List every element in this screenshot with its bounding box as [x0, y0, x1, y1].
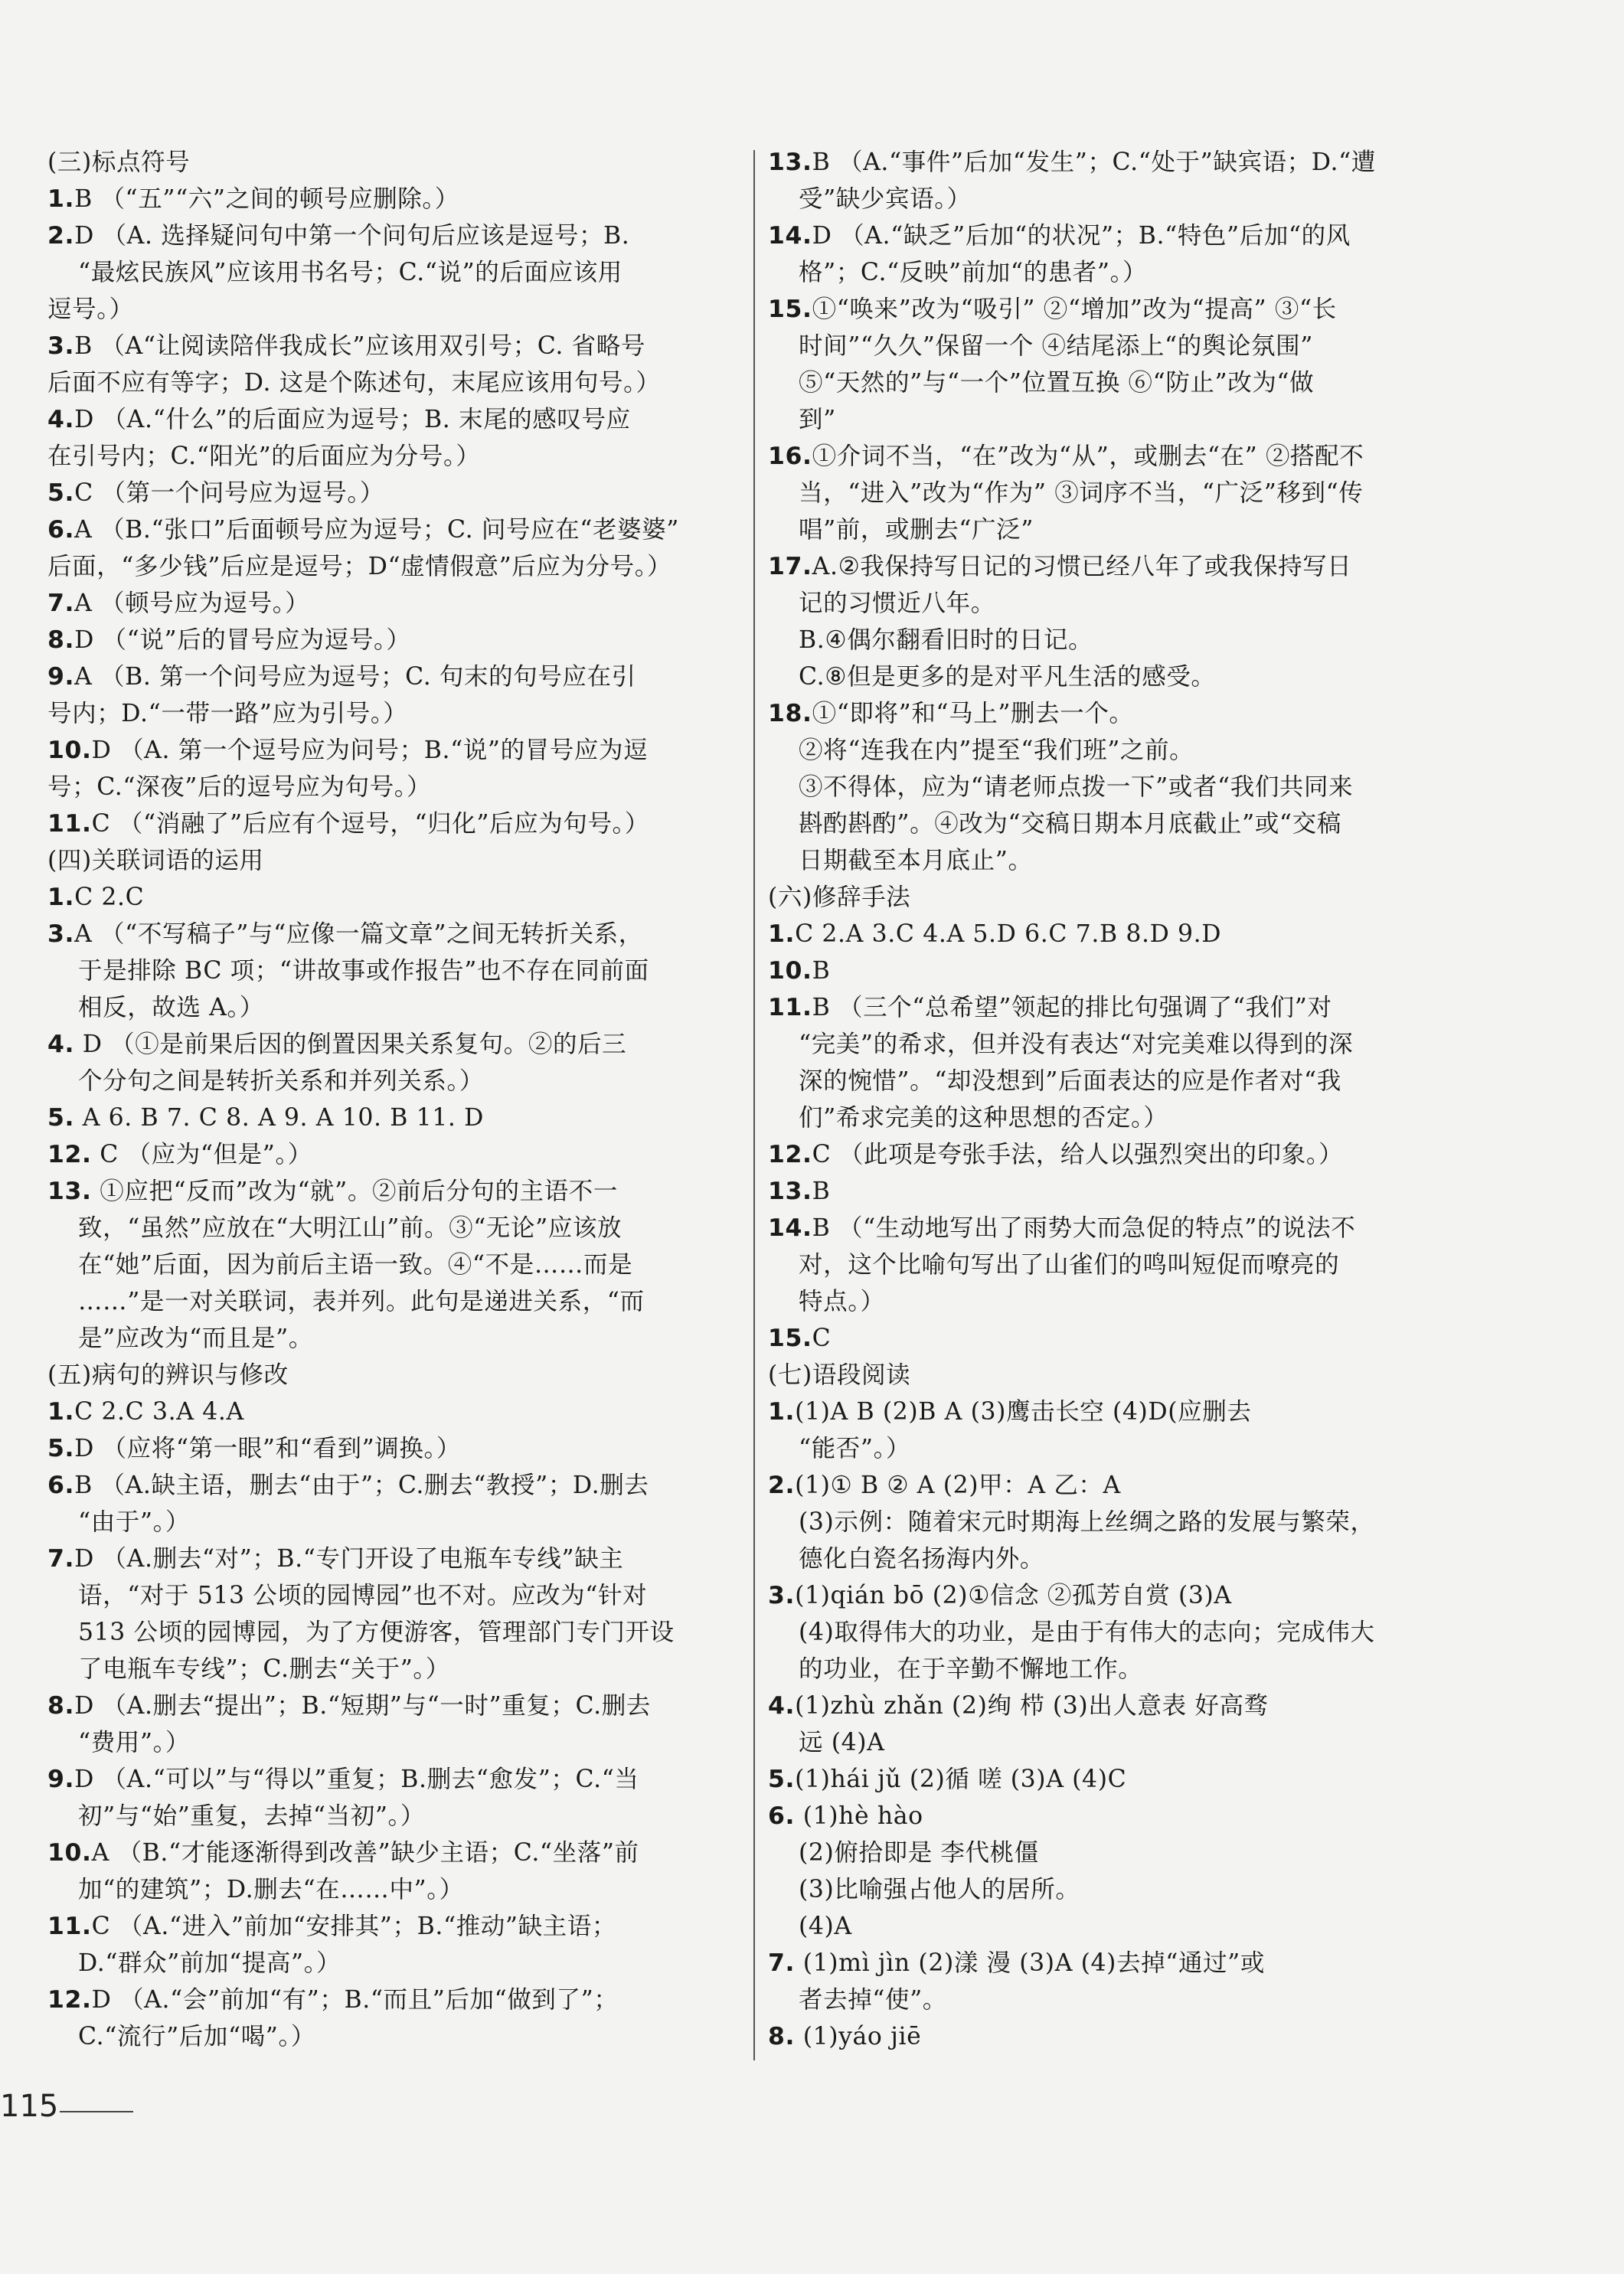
- answer-line: [47, 1577, 746, 1614]
- answer-text: “由于”。）: [78, 1508, 191, 1536]
- answer-text: D （A.“缺乏”后加“的状况”；B.“特色”后加“的风: [812, 222, 1351, 250]
- answer-text: 后面，“多少钱”后应是逗号；D“虚情假意”后应为分号。）: [47, 553, 672, 580]
- answer-line: [47, 1835, 746, 1871]
- question-number: 7.: [47, 590, 75, 617]
- question-number: 9.: [47, 1766, 75, 1793]
- answer-text: C.⑧但是更多的是对平凡生活的感受。: [799, 663, 1216, 691]
- answer-line: [47, 1541, 746, 1577]
- answer-line: [47, 1724, 746, 1761]
- question-number: 12.: [47, 1986, 92, 2014]
- answer-text: (1)① B ② A (2)甲：A 乙：A: [795, 1472, 1121, 1499]
- answer-line: [47, 916, 746, 952]
- answer-line: [768, 585, 1507, 622]
- question-number: 4.: [47, 406, 75, 433]
- answer-line: [47, 769, 746, 805]
- answer-line: [768, 1724, 1507, 1761]
- answer-line: [47, 732, 746, 769]
- answer-line: [768, 622, 1507, 658]
- answer-line: [47, 328, 746, 364]
- answer-text: B （A.“事件”后加“发生”；C.“处于”缺宾语；D.“遭: [812, 149, 1376, 176]
- answer-text: (1)mì jìn (2)漾 漫 (3)A (4)去掉“通过”或: [795, 1949, 1265, 1977]
- question-number: 14.: [768, 1214, 812, 1242]
- answer-line: [47, 1246, 746, 1283]
- answer-line: [768, 1688, 1507, 1724]
- answer-line: [768, 548, 1507, 585]
- answer-text: “费用”。）: [78, 1729, 191, 1756]
- answer-line: [768, 1982, 1507, 2018]
- answer-text: (1)A B (2)B A (3)鹰击长空 (4)D(应删去: [795, 1398, 1252, 1426]
- answer-text: (1)hái jǔ (2)循 嗟 (3)A (4)C: [795, 1766, 1127, 1793]
- answer-text: D （A.“会”前加“有”；B.“而且”后加“做到了”；: [91, 1986, 619, 2014]
- answer-text: 德化白瓷名扬海内外。: [799, 1545, 1045, 1573]
- answer-text: C （此项是夸张手法，给人以强烈突出的印象。）: [812, 1141, 1344, 1168]
- answer-line: [47, 1504, 746, 1541]
- question-number: 3.: [768, 1582, 796, 1609]
- answer-text: C （第一个问号应为逗号。）: [74, 479, 384, 507]
- question-number: 4.: [47, 1031, 75, 1058]
- answer-text: A （顿号应为逗号。）: [74, 590, 310, 617]
- question-number: 15.: [768, 1325, 812, 1352]
- answer-line: [768, 1871, 1507, 1908]
- answer-text: C 2.C 3.A 4.A: [74, 1398, 244, 1426]
- answer-line: [47, 1688, 746, 1724]
- question-number: 6.: [768, 1802, 796, 1830]
- answer-line: [47, 1467, 746, 1504]
- answer-text: 号内；D.“一带一路”应为引号。）: [47, 700, 408, 727]
- answer-text: B （三个“总希望”领起的排比句强调了“我们”对: [812, 994, 1332, 1021]
- answer-line: [768, 217, 1507, 254]
- answer-text: 当，“进入”改为“作为” ③词序不当，“广泛”移到“传: [799, 479, 1364, 507]
- answer-line: [768, 1945, 1507, 1982]
- answer-text: D （“说”后的冒号应为逗号。）: [74, 626, 411, 654]
- answer-line: [47, 1614, 746, 1651]
- answer-line: [47, 1761, 746, 1798]
- answer-line: [768, 1541, 1507, 1577]
- answer-text: 斟酌斟酌”。④改为“交稿日期本月底截止”或“交稿: [799, 810, 1341, 838]
- answer-line: [47, 1173, 746, 1210]
- answer-line: [768, 695, 1507, 732]
- answer-line: [47, 2018, 746, 2055]
- answer-line: [47, 364, 746, 401]
- question-number: 1.: [47, 884, 75, 911]
- answer-text: 们”希求完美的这种思想的否定。）: [799, 1104, 1168, 1132]
- question-number: 12.: [47, 1141, 92, 1168]
- answer-line: [47, 291, 746, 328]
- question-number: 3.: [47, 920, 75, 948]
- answer-text: (1)zhù zhǎn (2)绚 栉 (3)出人意表 好高骛: [795, 1692, 1269, 1720]
- answer-line: [768, 658, 1507, 695]
- question-number: 16.: [768, 443, 812, 470]
- answer-text: A （B.“张口”后面顿号应为逗号；C. 问号应在“老婆婆”: [74, 516, 679, 544]
- page-number: 115: [0, 2089, 59, 2124]
- answer-line: [768, 769, 1507, 805]
- answer-text: 受”缺少宾语。）: [799, 185, 972, 213]
- answer-line: [47, 1283, 746, 1320]
- answer-text: 唱”前，或删去“广泛”: [799, 516, 1034, 544]
- answer-line: [768, 2018, 1507, 2055]
- question-number: 5.: [47, 1104, 75, 1132]
- answer-line: [768, 1835, 1507, 1871]
- answer-text: 号；C.“深夜”后的逗号应为句号。）: [47, 773, 432, 801]
- answer-line: [768, 1577, 1507, 1614]
- answer-text: 于是排除 BC 项；“讲故事或作报告”也不存在同前面: [78, 957, 649, 985]
- answer-text: ①应把“反而”改为“就”。②前后分句的主语不一: [91, 1178, 618, 1205]
- answer-line: [768, 1246, 1507, 1283]
- question-number: 10.: [47, 1839, 92, 1867]
- question-number: 12.: [768, 1141, 812, 1168]
- question-number: 14.: [768, 222, 812, 250]
- question-number: 6.: [47, 1472, 75, 1499]
- answer-line: [768, 328, 1507, 364]
- answer-line: [47, 952, 746, 989]
- answer-text: D （应将“第一眼”和“看到”调换。）: [74, 1435, 461, 1462]
- answer-text: ……”是一对关联词，表并列。此句是递进关系，“而: [78, 1288, 645, 1315]
- question-number: 13.: [768, 1178, 812, 1205]
- answer-text: C.“流行”后加“喝”。）: [78, 2023, 315, 2050]
- question-number: 11.: [47, 1913, 92, 1940]
- answer-line: [768, 1320, 1507, 1357]
- answer-text: ③不得体，应为“请老师点拨一下”或者“我们共同来: [799, 773, 1354, 801]
- answer-text: D （A. 选择疑问句中第一个问句后应该是逗号；B.: [74, 222, 630, 250]
- answer-line: [768, 1798, 1507, 1835]
- question-number: 2.: [768, 1472, 796, 1499]
- answer-text: 语，“对于 513 公顷的园博园”也不对。应改为“针对: [78, 1582, 648, 1609]
- answer-line: [47, 1908, 746, 1945]
- answer-text: 相反，故选 A。）: [78, 994, 264, 1021]
- answer-line: [47, 1357, 746, 1393]
- answer-text: (4)A: [799, 1913, 852, 1940]
- answer-line: [47, 989, 746, 1026]
- answer-text: 加“的建筑”；D.删去“在……中”。）: [78, 1876, 464, 1903]
- answer-text: “完美”的希求，但并没有表达“对完美难以得到的深: [799, 1031, 1354, 1058]
- answer-line: [47, 622, 746, 658]
- answer-line: [768, 1430, 1507, 1467]
- answer-text: D （A.删去“对”；B.“专门开设了电瓶车专线”缺主: [74, 1545, 624, 1573]
- answer-line: [768, 1063, 1507, 1099]
- answer-line: [768, 732, 1507, 769]
- answer-text: C （“消融了”后应有个逗号，“归化”后应为句号。）: [91, 810, 649, 838]
- answer-line: [768, 1173, 1507, 1210]
- question-number: 8.: [47, 1692, 75, 1720]
- answer-line: [47, 511, 746, 548]
- answer-line: [47, 658, 746, 695]
- answer-text: C 2.C: [74, 884, 145, 911]
- question-number: 2.: [47, 222, 75, 250]
- answer-text: B: [812, 1178, 831, 1205]
- answer-line: [47, 1210, 746, 1246]
- answer-text: (2)俯拾即是 李代桃僵: [799, 1839, 1039, 1867]
- question-number: 1.: [47, 185, 75, 213]
- answer-text: C 2.A 3.C 4.A 5.D 6.C 7.B 8.D 9.D: [795, 920, 1222, 948]
- answer-line: [768, 952, 1507, 989]
- answer-line: [768, 475, 1507, 511]
- answer-text: (1)yáo jiē: [795, 2023, 922, 2050]
- answer-line: [47, 548, 746, 585]
- answer-text: D （A.“什么”的后面应为逗号；B. 末尾的感叹号应: [74, 406, 631, 433]
- answer-text: B （“生动地写出了雨势大而急促的特点”的说法不: [812, 1214, 1356, 1242]
- answer-line: [768, 842, 1507, 879]
- answer-text: 时间”“久久”保留一个 ④结尾添上“的舆论氛围”: [799, 332, 1313, 360]
- answer-line: [47, 144, 746, 181]
- answer-line: [768, 291, 1507, 328]
- answer-text: B （A.缺主语，删去“由于”；C.删去“教授”；D.删去: [74, 1472, 649, 1499]
- answer-text: 记的习惯近八年。: [799, 590, 995, 617]
- answer-line: [768, 1283, 1507, 1320]
- answer-text: A.②我保持写日记的习惯已经八年了或我保持写日: [812, 553, 1352, 580]
- answer-line: [768, 438, 1507, 475]
- answer-line: [768, 1467, 1507, 1504]
- answer-line: [768, 989, 1507, 1026]
- answer-text: B.④偶尔翻看旧时的日记。: [799, 626, 1093, 654]
- answer-text: (三)标点符号: [47, 149, 191, 176]
- question-number: 4.: [768, 1692, 796, 1720]
- answer-line: [47, 695, 746, 732]
- answer-text: (六)修辞手法: [768, 884, 911, 911]
- answer-line: [768, 144, 1507, 181]
- answer-text: ①介词不当，“在”改为“从”，或删去“在” ②搭配不: [812, 443, 1364, 470]
- left-answer-column: [47, 144, 746, 2055]
- answer-line: [47, 1099, 746, 1136]
- answer-line: [768, 1357, 1507, 1393]
- question-number: 11.: [768, 994, 812, 1021]
- answer-text: ⑤“天然的”与“一个”位置互换 ⑥“防止”改为“做: [799, 369, 1315, 397]
- answer-line: [47, 1320, 746, 1357]
- answer-text: 致，“虽然”应放在“大明江山”前。③“无论”应该放: [78, 1214, 622, 1242]
- question-number: 13.: [47, 1178, 92, 1205]
- answer-line: [768, 1099, 1507, 1136]
- answer-text: 513 公顷的园博园，为了方便游客，管理部门专门开设: [78, 1619, 675, 1646]
- answer-line: [768, 1210, 1507, 1246]
- answer-line: [768, 1761, 1507, 1798]
- answer-text: (四)关联词语的运用: [47, 847, 264, 874]
- answer-text: B: [812, 957, 831, 985]
- answer-text: A （B.“才能逐渐得到改善”缺少主语；C.“坐落”前: [91, 1839, 639, 1867]
- answer-text: 者去掉“使”。: [799, 1986, 947, 2014]
- answer-line: [768, 401, 1507, 438]
- answer-line: [47, 1798, 746, 1835]
- answer-line: [47, 475, 746, 511]
- answer-text: C: [812, 1325, 832, 1352]
- answer-text: 在引号内；C.“阳光”的后面应为分号。）: [47, 443, 481, 470]
- answer-line: [47, 1063, 746, 1099]
- answer-line: [47, 805, 746, 842]
- answer-text: C （应为“但是”。）: [91, 1141, 312, 1168]
- answer-text: A （B. 第一个问号应为逗号；C. 句末的句号应在引: [74, 663, 636, 691]
- question-number: 10.: [768, 957, 812, 985]
- answer-line: [768, 511, 1507, 548]
- answer-text: C （A.“进入”前加“安排其”；B.“推动”缺主语；: [91, 1913, 616, 1940]
- answer-text: D （A.“可以”与“得以”重复；B.删去“愈发”；C.“当: [74, 1766, 639, 1793]
- answer-line: [768, 1393, 1507, 1430]
- question-number: 11.: [47, 810, 92, 838]
- answer-line: [768, 1504, 1507, 1541]
- question-number: 17.: [768, 553, 812, 580]
- answer-text: 个分句之间是转折关系和并列关系。）: [78, 1067, 484, 1095]
- answer-text: ①“即将”和“马上”删去一个。: [812, 700, 1134, 727]
- answer-text: 在“她”后面，因为前后主语一致。④“不是……而是: [78, 1251, 633, 1279]
- answer-text: 逗号。）: [47, 296, 134, 323]
- answer-line: [768, 916, 1507, 952]
- answer-line: [768, 1136, 1507, 1173]
- answer-text: (1)hè hào: [795, 1802, 923, 1830]
- answer-line: [47, 1393, 746, 1430]
- answer-text: A （“不写稿子”与“应像一篇文章”之间无转折关系，: [74, 920, 643, 948]
- answer-text: (4)取得伟大的功业，是由于有伟大的志向；完成伟大: [799, 1619, 1375, 1646]
- answer-line: [47, 1651, 746, 1688]
- answer-text: A 6. B 7. C 8. A 9. A 10. B 11. D: [74, 1104, 484, 1132]
- answer-text: 的功业，在于辛勤不懈地工作。: [799, 1655, 1143, 1683]
- answer-line: [47, 1136, 746, 1173]
- answer-text: (3)示例：随着宋元时期海上丝绸之路的发展与繁荣，: [799, 1508, 1375, 1536]
- answer-text: (1)qián bō (2)①信念 ②孤芳自赏 (3)A: [795, 1582, 1232, 1609]
- answer-line: [47, 401, 746, 438]
- question-number: 13.: [768, 149, 812, 176]
- answer-line: [768, 364, 1507, 401]
- question-number: 8.: [768, 2023, 796, 2050]
- question-number: 7.: [768, 1949, 796, 1977]
- question-number: 5.: [768, 1766, 796, 1793]
- question-number: 5.: [47, 479, 75, 507]
- answer-text: 对，这个比喻句写出了山雀们的鸣叫短促而嘹亮的: [799, 1251, 1340, 1279]
- answer-text: B （A“让阅读陪伴我成长”应该用双引号；C. 省略号: [74, 332, 645, 360]
- answer-line: [47, 181, 746, 217]
- question-number: 3.: [47, 332, 75, 360]
- answer-text: 是”应改为“而且是”。: [78, 1325, 313, 1352]
- answer-text: 深的惋惜”。“却没想到”后面表达的应是作者对“我: [799, 1067, 1341, 1095]
- answer-text: “能否”。）: [799, 1435, 911, 1462]
- answer-line: [47, 585, 746, 622]
- question-number: 15.: [768, 296, 812, 323]
- answer-text: D.“群众”前加“提高”。）: [78, 1949, 341, 1977]
- answer-text: (3)比喻强占他人的居所。: [799, 1876, 1080, 1903]
- answer-text: 格”；C.“反映”前加“的患者”。）: [799, 259, 1148, 286]
- answer-text: 远 (4)A: [799, 1729, 885, 1756]
- answer-text: 到”: [799, 406, 836, 433]
- question-number: 1.: [768, 1398, 796, 1426]
- answer-line: [47, 217, 746, 254]
- answer-text: D （A.删去“提出”；B.“短期”与“一时”重复；C.删去: [74, 1692, 651, 1720]
- answer-text: D （①是前果后因的倒置因果关系复句。②的后三: [74, 1031, 627, 1058]
- answer-line: [768, 181, 1507, 217]
- answer-line: [768, 1026, 1507, 1063]
- question-number: 6.: [47, 516, 75, 544]
- column-divider: [753, 150, 755, 2060]
- page-number-rule: [60, 2111, 133, 2112]
- answer-line: [768, 805, 1507, 842]
- answer-text: 日期截至本月底止”。: [799, 847, 1033, 874]
- answer-line: [47, 1871, 746, 1908]
- question-number: 18.: [768, 700, 812, 727]
- question-number: 8.: [47, 626, 75, 654]
- answer-line: [768, 1651, 1507, 1688]
- question-number: 7.: [47, 1545, 75, 1573]
- answer-line: [47, 842, 746, 879]
- answer-line: [768, 879, 1507, 916]
- answer-text: ①“唤来”改为“吸引” ②“增加”改为“提高” ③“长: [812, 296, 1337, 323]
- answer-line: [47, 1945, 746, 1982]
- answer-line: [47, 254, 746, 291]
- question-number: 10.: [47, 737, 92, 764]
- question-number: 9.: [47, 663, 75, 691]
- answer-line: [47, 1430, 746, 1467]
- right-answer-column: [768, 144, 1507, 2055]
- answer-line: [47, 1026, 746, 1063]
- answer-text: (五)病句的辨识与修改: [47, 1361, 289, 1389]
- answer-line: [768, 254, 1507, 291]
- answer-line: [768, 1614, 1507, 1651]
- question-number: 1.: [768, 920, 796, 948]
- answer-line: [47, 1982, 746, 2018]
- answer-line: [47, 879, 746, 916]
- answer-text: 特点。）: [799, 1288, 885, 1315]
- answer-text: B （“五”“六”之间的顿号应删除。）: [74, 185, 459, 213]
- answer-line: [768, 1908, 1507, 1945]
- answer-text: “最炫民族风”应该用书名号；C.“说”的后面应该用: [78, 259, 622, 286]
- answer-line: [47, 438, 746, 475]
- answer-text: 后面不应有等字；D. 这是个陈述句，末尾应该用句号。）: [47, 369, 661, 397]
- answer-text: ②将“连我在内”提至“我们班”之前。: [799, 737, 1194, 764]
- question-number: 5.: [47, 1435, 75, 1462]
- answer-text: D （A. 第一个逗号应为问号；B.“说”的冒号应为逗: [91, 737, 649, 764]
- question-number: 1.: [47, 1398, 75, 1426]
- answer-text: 初”与“始”重复，去掉“当初”。）: [78, 1802, 425, 1830]
- answer-text: (七)语段阅读: [768, 1361, 911, 1389]
- answer-text: 了电瓶车专线”；C.删去“关于”。）: [78, 1655, 450, 1683]
